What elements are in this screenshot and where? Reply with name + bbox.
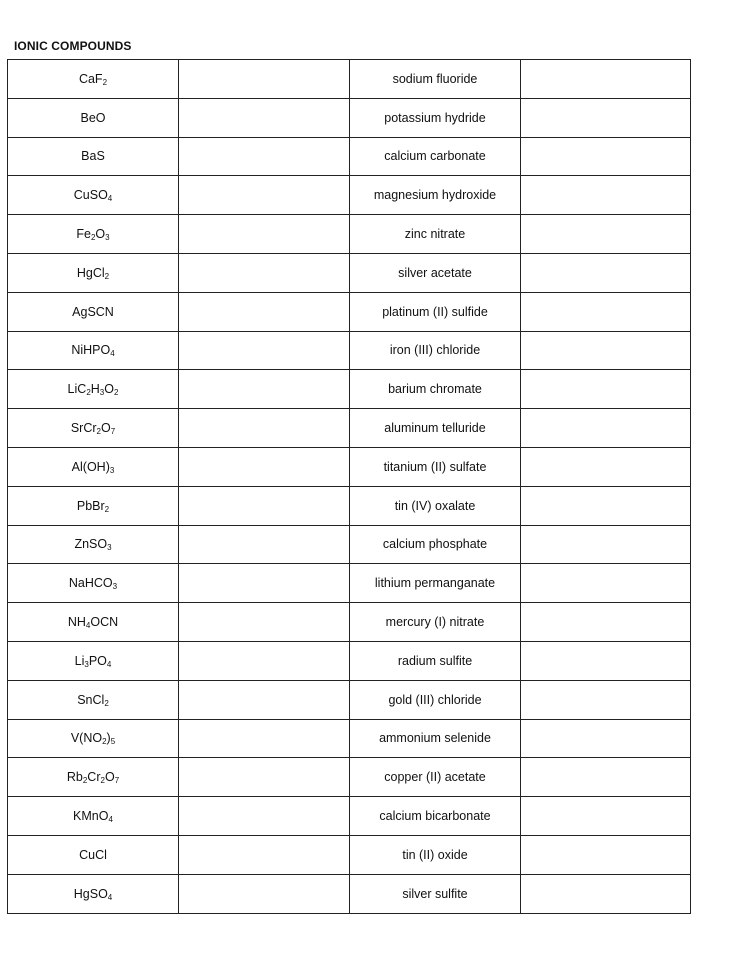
- table-row: [8, 447, 691, 486]
- formula-cell: [8, 564, 179, 603]
- formula-answer-cell[interactable]: [521, 603, 691, 642]
- formula-cell: [8, 98, 179, 137]
- formula-answer-cell[interactable]: [521, 835, 691, 874]
- name-answer-cell[interactable]: [179, 719, 350, 758]
- compound-name-cell: gold (III) chloride: [350, 680, 521, 719]
- formula-subscript: 2: [90, 233, 96, 243]
- formula-subscript: 3: [107, 543, 112, 553]
- name-answer-cell[interactable]: [179, 797, 350, 836]
- formula-cell: [8, 603, 179, 642]
- formula-text: SrCr: [70, 421, 97, 436]
- formula-subscript: 3: [109, 465, 115, 475]
- formula-answer-cell[interactable]: [521, 680, 691, 719]
- formula-subscript: 2: [86, 388, 91, 398]
- formula-text: O: [95, 227, 106, 242]
- formula-text: KMnO: [73, 809, 109, 824]
- name-answer-cell[interactable]: [179, 874, 350, 913]
- formula-subscript: 2: [82, 776, 88, 786]
- formula-answer-cell[interactable]: [521, 331, 691, 370]
- table-row: [8, 486, 691, 525]
- table-row: [8, 331, 691, 370]
- table-row: [8, 292, 691, 331]
- formula-answer-cell[interactable]: [521, 60, 691, 99]
- formula-subscript: 2: [104, 271, 110, 281]
- table-row: [8, 758, 691, 797]
- formula-answer-cell[interactable]: [521, 137, 691, 176]
- formula-answer-cell[interactable]: [521, 874, 691, 913]
- formula-subscript: 4: [107, 194, 113, 204]
- name-answer-cell[interactable]: [179, 680, 350, 719]
- compound-name-cell: magnesium hydroxide: [350, 176, 521, 215]
- ionic-compounds-table: [7, 59, 691, 914]
- formula-subscript: 7: [110, 427, 116, 437]
- formula-text: CaF: [78, 71, 103, 86]
- formula-answer-cell[interactable]: [521, 758, 691, 797]
- formula-answer-cell[interactable]: [521, 98, 691, 137]
- compound-name-cell: silver acetate: [350, 253, 521, 292]
- compound-name-cell: calcium bicarbonate: [350, 797, 521, 836]
- formula-text: CuSO: [73, 188, 108, 203]
- formula-answer-cell[interactable]: [521, 370, 691, 409]
- formula-answer-cell[interactable]: [521, 564, 691, 603]
- name-answer-cell[interactable]: [179, 486, 350, 525]
- table-row: [8, 98, 691, 137]
- formula-subscript: 5: [110, 737, 116, 747]
- compound-name-cell: iron (III) chloride: [350, 331, 521, 370]
- formula-cell: [8, 253, 179, 292]
- name-answer-cell[interactable]: [179, 331, 350, 370]
- formula-answer-cell[interactable]: [521, 176, 691, 215]
- compound-name-cell: tin (II) oxide: [350, 835, 521, 874]
- formula-cell: [8, 137, 179, 176]
- formula-subscript: 4: [85, 621, 91, 631]
- table-row: [8, 60, 691, 99]
- formula-cell: [8, 370, 179, 409]
- formula-text: LiC: [67, 382, 87, 397]
- formula-subscript: 3: [84, 659, 89, 669]
- name-answer-cell[interactable]: [179, 215, 350, 254]
- name-answer-cell[interactable]: [179, 370, 350, 409]
- compound-name-cell: copper (II) acetate: [350, 758, 521, 797]
- formula-subscript: 2: [104, 504, 110, 514]
- table-row: [8, 680, 691, 719]
- formula-text: NH: [67, 615, 86, 630]
- formula-subscript: 3: [105, 233, 110, 243]
- compound-name-cell: barium chromate: [350, 370, 521, 409]
- formula-text: O: [104, 382, 114, 397]
- formula-subscript: 7: [114, 776, 120, 786]
- name-answer-cell[interactable]: [179, 409, 350, 448]
- table-row: [8, 215, 691, 254]
- compound-name-cell: tin (IV) oxalate: [350, 486, 521, 525]
- table-row: [8, 525, 691, 564]
- formula-text: Rb: [66, 770, 83, 785]
- formula-text: V(NO: [70, 731, 103, 746]
- formula-text: Li: [74, 653, 85, 668]
- formula-answer-cell[interactable]: [521, 719, 691, 758]
- formula-answer-cell[interactable]: [521, 253, 691, 292]
- formula-text: HgSO: [73, 886, 108, 901]
- table-row: [8, 409, 691, 448]
- formula-cell: [8, 874, 179, 913]
- formula-subscript: 2: [102, 737, 107, 747]
- name-answer-cell[interactable]: [179, 447, 350, 486]
- compound-name-cell: calcium carbonate: [350, 137, 521, 176]
- formula-subscript: 2: [104, 698, 109, 708]
- name-answer-cell[interactable]: [179, 137, 350, 176]
- formula-subscript: 4: [110, 349, 115, 359]
- formula-cell: [8, 797, 179, 836]
- formula-cell: [8, 835, 179, 874]
- name-answer-cell[interactable]: [179, 253, 350, 292]
- worksheet-title: IONIC COMPOUNDS: [14, 39, 132, 53]
- formula-text: PO: [88, 653, 107, 668]
- name-answer-cell[interactable]: [179, 835, 350, 874]
- formula-answer-cell[interactable]: [521, 486, 691, 525]
- formula-text: O: [100, 421, 111, 436]
- formula-answer-cell[interactable]: [521, 409, 691, 448]
- formula-cell: [8, 292, 179, 331]
- formula-subscript: 3: [99, 388, 105, 398]
- formula-text: AgSCN: [72, 304, 114, 319]
- formula-text: SnCl: [77, 692, 105, 707]
- formula-text: OCN: [90, 615, 119, 630]
- compound-name-cell: potassium hydride: [350, 98, 521, 137]
- name-answer-cell[interactable]: [179, 292, 350, 331]
- formula-cell: [8, 447, 179, 486]
- formula-text: NaHCO: [68, 576, 113, 591]
- formula-text: O: [104, 770, 115, 785]
- formula-subscript: 3: [112, 582, 118, 592]
- compound-name-cell: silver sulfite: [350, 874, 521, 913]
- formula-subscript: 2: [100, 776, 105, 786]
- formula-text: BeO: [80, 110, 106, 125]
- formula-subscript: 2: [102, 77, 108, 87]
- formula-text: CuCl: [79, 847, 107, 862]
- formula-answer-cell[interactable]: [521, 797, 691, 836]
- name-answer-cell[interactable]: [179, 525, 350, 564]
- formula-text: ZnSO: [74, 537, 108, 552]
- table-row: [8, 176, 691, 215]
- formula-text: Cr: [87, 770, 101, 785]
- formula-cell: [8, 641, 179, 680]
- compound-name-cell: platinum (II) sulfide: [350, 292, 521, 331]
- formula-cell: [8, 215, 179, 254]
- formula-subscript: 2: [96, 427, 101, 437]
- formula-cell: [8, 719, 179, 758]
- formula-cell: [8, 409, 179, 448]
- name-answer-cell[interactable]: [179, 603, 350, 642]
- compound-name-cell: sodium fluoride: [350, 60, 521, 99]
- formula-answer-cell[interactable]: [521, 641, 691, 680]
- formula-subscript: 4: [108, 815, 113, 825]
- name-answer-cell[interactable]: [179, 758, 350, 797]
- formula-cell: [8, 176, 179, 215]
- formula-answer-cell[interactable]: [521, 292, 691, 331]
- table-row: [8, 719, 691, 758]
- formula-text: PbBr: [76, 498, 105, 513]
- name-answer-cell[interactable]: [179, 98, 350, 137]
- formula-cell: [8, 486, 179, 525]
- formula-text: ): [106, 731, 111, 746]
- table-row: [8, 253, 691, 292]
- formula-cell: [8, 525, 179, 564]
- compound-name-cell: zinc nitrate: [350, 215, 521, 254]
- compound-name-cell: lithium permanganate: [350, 564, 521, 603]
- formula-cell: [8, 60, 179, 99]
- compound-name-cell: aluminum telluride: [350, 409, 521, 448]
- name-answer-cell[interactable]: [179, 60, 350, 99]
- name-answer-cell[interactable]: [179, 564, 350, 603]
- formula-text: Fe: [76, 227, 91, 242]
- formula-text: H: [90, 382, 100, 397]
- formula-subscript: 4: [106, 659, 112, 669]
- table-row: [8, 874, 691, 913]
- formula-text: Al(OH): [71, 459, 110, 474]
- formula-answer-cell[interactable]: [521, 447, 691, 486]
- formula-answer-cell[interactable]: [521, 215, 691, 254]
- compound-name-cell: titanium (II) sulfate: [350, 447, 521, 486]
- compound-name-cell: calcium phosphate: [350, 525, 521, 564]
- table-row: [8, 641, 691, 680]
- formula-cell: [8, 758, 179, 797]
- formula-text: BaS: [81, 149, 105, 164]
- formula-subscript: 2: [113, 388, 119, 398]
- formula-text: NiHPO: [71, 343, 111, 358]
- table-row: [8, 137, 691, 176]
- table-row: [8, 564, 691, 603]
- formula-cell: [8, 331, 179, 370]
- compound-name-cell: mercury (I) nitrate: [350, 603, 521, 642]
- compound-name-cell: radium sulfite: [350, 641, 521, 680]
- compound-name-cell: ammonium selenide: [350, 719, 521, 758]
- formula-answer-cell[interactable]: [521, 525, 691, 564]
- table-row: [8, 370, 691, 409]
- formula-subscript: 4: [107, 892, 113, 902]
- formula-cell: [8, 680, 179, 719]
- formula-text: HgCl: [76, 265, 105, 280]
- name-answer-cell[interactable]: [179, 176, 350, 215]
- name-answer-cell[interactable]: [179, 641, 350, 680]
- table-row: [8, 603, 691, 642]
- table-row: [8, 797, 691, 836]
- table-row: [8, 835, 691, 874]
